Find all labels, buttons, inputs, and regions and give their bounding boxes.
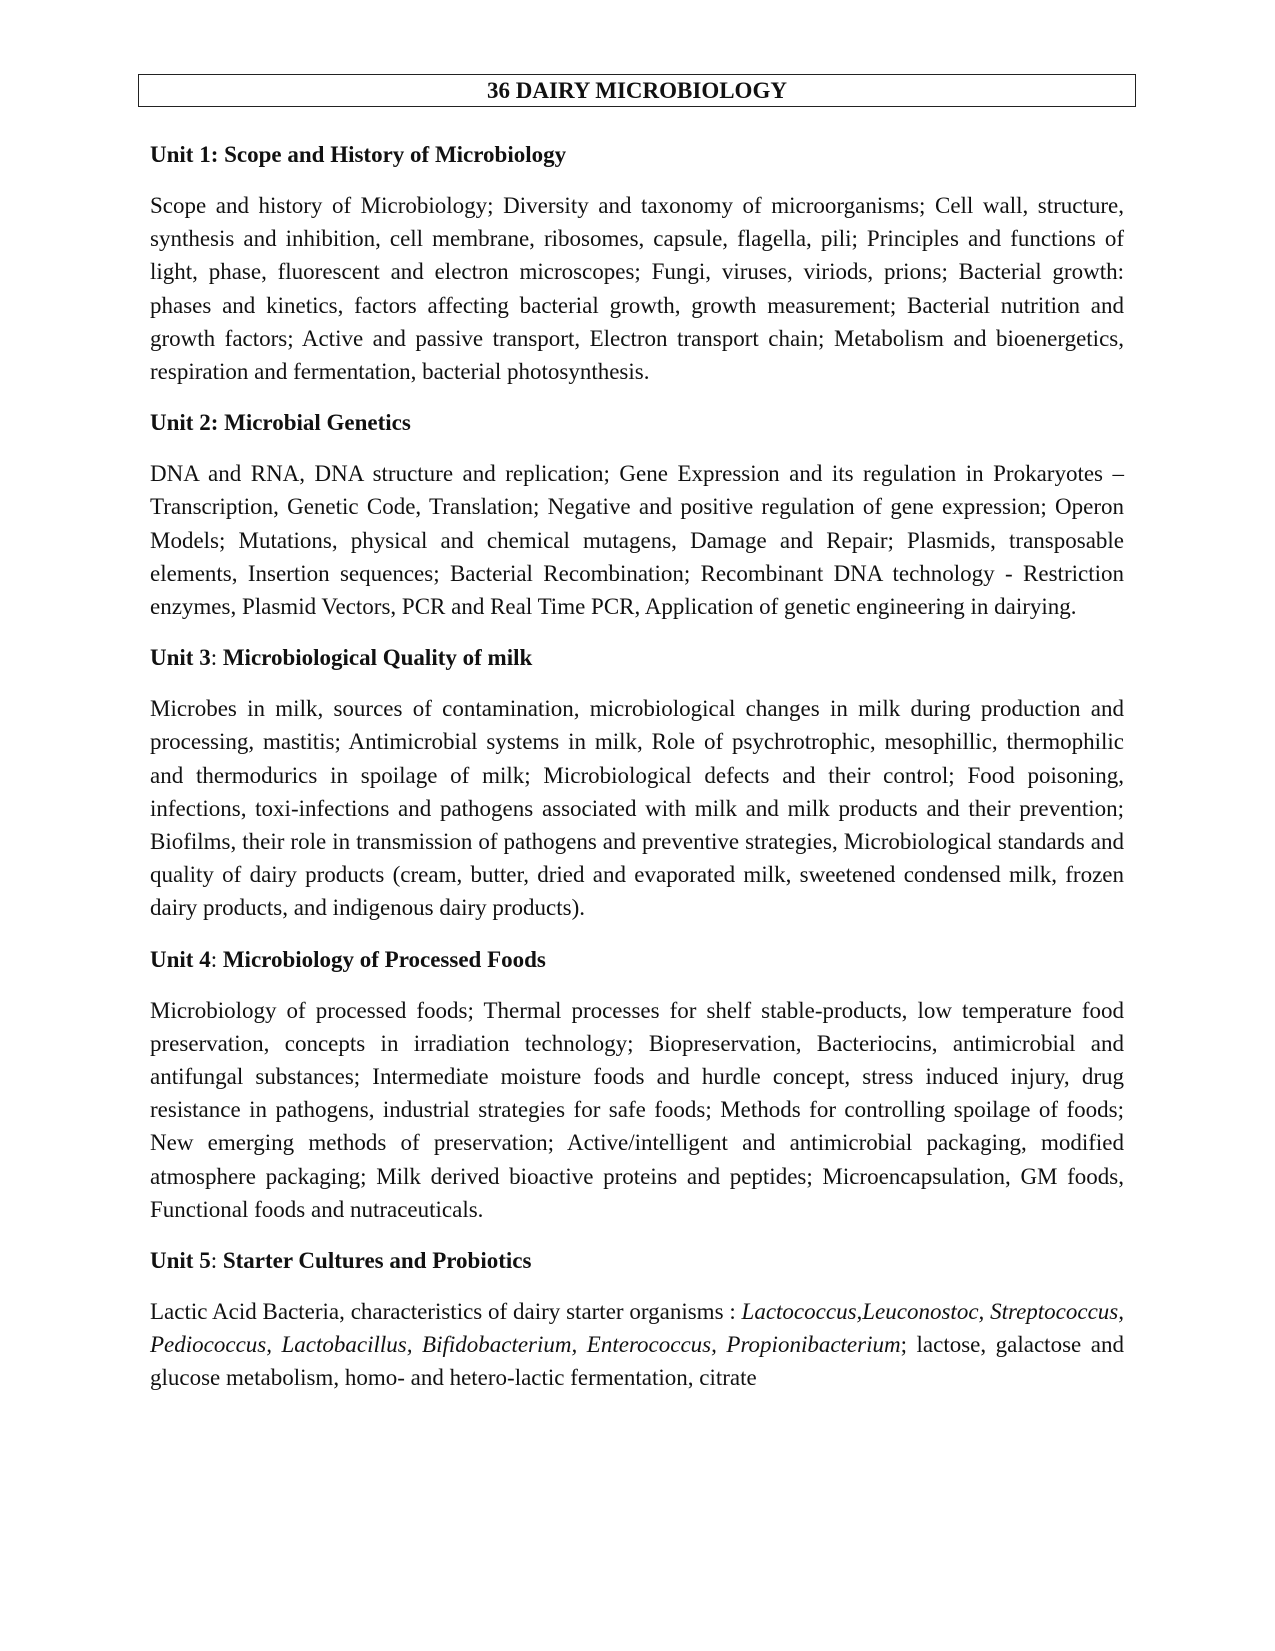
unit-1-body: Scope and history of Microbiology; Diversity and taxonomy of microorganisms; Cell wall, structure, synthesis and inhibition, cell membrane, ribosomes, capsule, flagella, pili; Principles and functions of light, phase, fluorescent and electron microscopes; Fungi, viruses, viriods, prions; Bacterial growth: phases and kinetics, factors affecting bacterial growth, growth measurement; Bacterial nutrition and growth factors; Active and passive transport, Electron transport chain; Metabolism and bioenergetics, respiration and fermentation, bacterial photosynthesis. <box>150 193 1124 385</box>
syllabus-content <box>150 138 1124 1413</box>
unit-5-body-start: Lactic Acid Bacteria, characteristics of dairy starter organisms : <box>150 1299 742 1325</box>
unit-4-heading-separator: : <box>210 946 223 972</box>
unit-4-section <box>150 943 1124 1226</box>
unit-1-section <box>150 138 1124 388</box>
unit-3-section <box>150 641 1124 924</box>
unit-2-section <box>150 406 1124 623</box>
unit-5-body-organisms: Lactococcus,Leuconostoc, Streptococcus, Pediococcus, Lactobacillus, Bifidobacterium, Enterococcus, Propionibacterium <box>150 1299 1124 1358</box>
unit-4-heading-prefix: Unit 4 <box>150 946 211 972</box>
unit-1-heading <box>150 138 1124 171</box>
unit-4-heading-title: Microbiology of Processed Foods <box>222 946 546 972</box>
unit-5-heading-title: Starter Cultures and Probiotics <box>222 1248 532 1274</box>
unit-3-body: Microbes in milk, sources of contamination, microbiological changes in milk during production and processing, mastitis; Antimicrobial systems in milk, Role of psychrotrophic, mesophillic, thermophilic and thermodurics in spoilage of milk; Microbiological defects and their control; Food poisoning, infections, toxi-infections and pathogens associated with milk and milk products and their prevention; Biofilms, their role in transmission of pathogens and preventive strategies, Microbiological standards and quality of dairy products (cream, butter, dried and evaporated milk, sweetened condensed milk, frozen dairy products, and indigenous dairy products). <box>150 696 1124 921</box>
unit-5-body-end: ; lactose, galactose and glucose metabolism, homo- and hetero-lactic fermentation, citrate <box>150 1332 1124 1391</box>
unit-5-section <box>150 1244 1124 1395</box>
unit-4-heading <box>150 943 1124 976</box>
unit-3-heading <box>150 641 1124 674</box>
unit-5-heading-prefix: Unit 5 <box>150 1248 211 1274</box>
unit-2-heading-text: Unit 2: Microbial Genetics <box>150 410 411 436</box>
unit-5-body <box>150 1295 1124 1395</box>
unit-5-heading-separator: : <box>210 1248 223 1274</box>
unit-1-heading-text: Unit 1: Scope and History of Microbiology <box>150 142 567 167</box>
unit-3-heading-title: Microbiological Quality of milk <box>222 645 533 671</box>
unit-2-body: DNA and RNA, DNA structure and replication; Gene Expression and its regulation in Prokaryotes – Transcription, Genetic Code, Translation; Negative and positive regulation of gene expression; Operon Models; Mutations, physical and chemical mutagens, Damage and Repair; Plasmids, transposable elements, Insertion sequences; Bacterial Recombination; Recombinant DNA technology - Restriction enzymes, Plasmid Vectors, PCR and Real Time PCR, Application of genetic engineering in dairying. <box>150 461 1124 620</box>
unit-4-body: Microbiology of processed foods; Thermal processes for shelf stable-products, low temperature food preservation, concepts in irradiation technology; Biopreservation, Bacteriocins, antimicrobial and antifungal substances; Intermediate moisture foods and hurdle concept, stress induced injury, drug resistance in pathogens, industrial strategies for safe foods; Methods for controlling spoilage of foods; New emerging methods of preservation; Active/intelligent and antimicrobial packaging, modified atmosphere packaging; Milk derived bioactive proteins and peptides; Microencapsulation, GM foods, Functional foods and nutraceuticals. <box>150 997 1124 1222</box>
unit-5-heading <box>150 1244 1124 1277</box>
unit-3-heading-prefix: Unit 3 <box>150 645 211 671</box>
unit-3-heading-separator: : <box>210 645 223 671</box>
unit-2-heading <box>150 406 1124 439</box>
page-title: 36 DAIRY MICROBIOLOGY <box>138 74 1136 107</box>
